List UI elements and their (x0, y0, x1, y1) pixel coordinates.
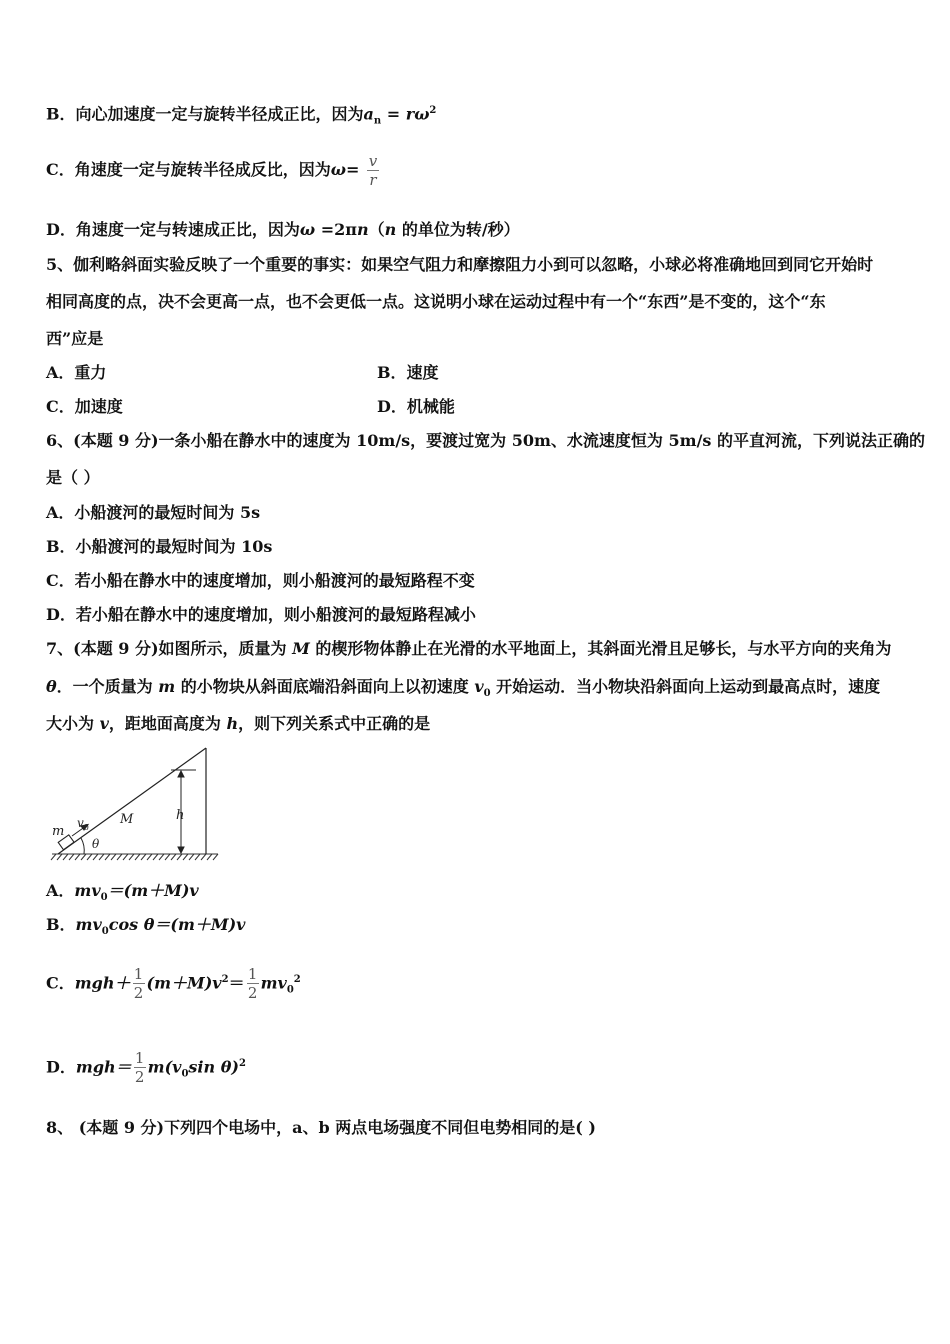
q8-stem-line1: 8、 (本题 9 分)下列四个电场中，a、b 两点电场强度不同但电势相同的是( ) (46, 1118, 596, 1137)
label-m: m (52, 824, 65, 839)
q4-option-b: B．向心加速度一定与旋转半径成正比，因为$a_n = r\omega^2$ (46, 104, 437, 127)
fraction-v-over-r: $\frac{v}{r}$ (368, 152, 378, 189)
ground-hatching (51, 854, 218, 860)
q7-option-a: A．$mv_0=(m+M)v$ (46, 881, 199, 904)
q5-option-a: A．重力 (46, 363, 107, 382)
wedge-outline (58, 748, 206, 854)
q4-option-d: D．角速度一定与转速成正比，因为ω =2πn（n 的单位为转/秒） (46, 220, 520, 239)
fraction-one-half: $\frac{1}{2}$ (133, 965, 144, 1003)
q4-option-c: C．角速度一定与旋转半径成反比，因为ω= $\frac{v}{r}$ (46, 152, 378, 189)
q5-option-c: C．加速度 (46, 397, 123, 416)
fraction-one-half: $\frac{1}{2}$ (134, 1049, 145, 1087)
q5-stem-line1: 5、伽利略斜面实验反映了一个重要的事实：如果空气阻力和摩擦阻力小到可以忽略，小球必将准确地回到同它开始时 (46, 255, 874, 274)
q5-stem-line2: 相同高度的点，决不会更高一点，也不会更低一点。这说明小球在运动过程中有一个“东西”是不变的，这个“东 (46, 292, 826, 311)
q7-option-b: B．$mv_0\cos$ θ＝(m＋M)v (46, 915, 246, 938)
label-M: M (120, 812, 134, 827)
q6-option-c: C．若小船在静水中的速度增加，则小船渡河的最短路程不变 (46, 571, 475, 590)
q7-option-c: C．mgh＋ $\frac{1}{2}$ $(m+M)v^2=$ $\frac{1}{2}$ $mv_0^2$ (46, 965, 301, 1003)
q6-option-d: D．若小船在静水中的速度增加，则小船渡河的最短路程减小 (46, 605, 476, 624)
q5-option-d: D．机械能 (377, 397, 455, 416)
q7-option-d: D．mgh＝ $\frac{1}{2}$ $m(v_0\sin$ θ)$^2$ (46, 1049, 246, 1087)
wedge-figure (46, 740, 226, 865)
angle-arc (81, 838, 84, 854)
q7-stem-line2: θ．一个质量为 m 的小物块从斜面底端沿斜面向上以初速度 $v_0$ 开始运动．当小物块沿斜面向上运动到最高点时，速度 (46, 677, 881, 700)
q5-option-b: B．速度 (377, 363, 439, 382)
q6-option-b: B．小船渡河的最短时间为 10s (46, 537, 273, 556)
label-v0: $v_0$ (77, 816, 89, 832)
label-theta: θ (92, 837, 100, 851)
q6-stem-line2: 是（ ） (46, 468, 100, 487)
q5-stem-line3: 西”应是 (46, 329, 104, 348)
label-h: h (176, 808, 185, 823)
q6-option-a: A．小船渡河的最短时间为 5s (46, 503, 261, 522)
q7-stem-line1: 7、(本题 9 分)如图所示，质量为 M 的楔形物体静止在光滑的水平地面上，其斜面光滑且足够长，与水平方向的夹角为 (46, 639, 892, 658)
fraction-one-half: $\frac{1}{2}$ (247, 965, 258, 1003)
q6-stem-line1: 6、(本题 9 分)一条小船在静水中的速度为 10m/s，要渡过宽为 50m、水流速度恒为 5m/s 的平直河流，下列说法正确的 (46, 431, 925, 450)
q7-stem-line3: 大小为 v，距地面高度为 h，则下列关系式中正确的是 (46, 714, 431, 733)
